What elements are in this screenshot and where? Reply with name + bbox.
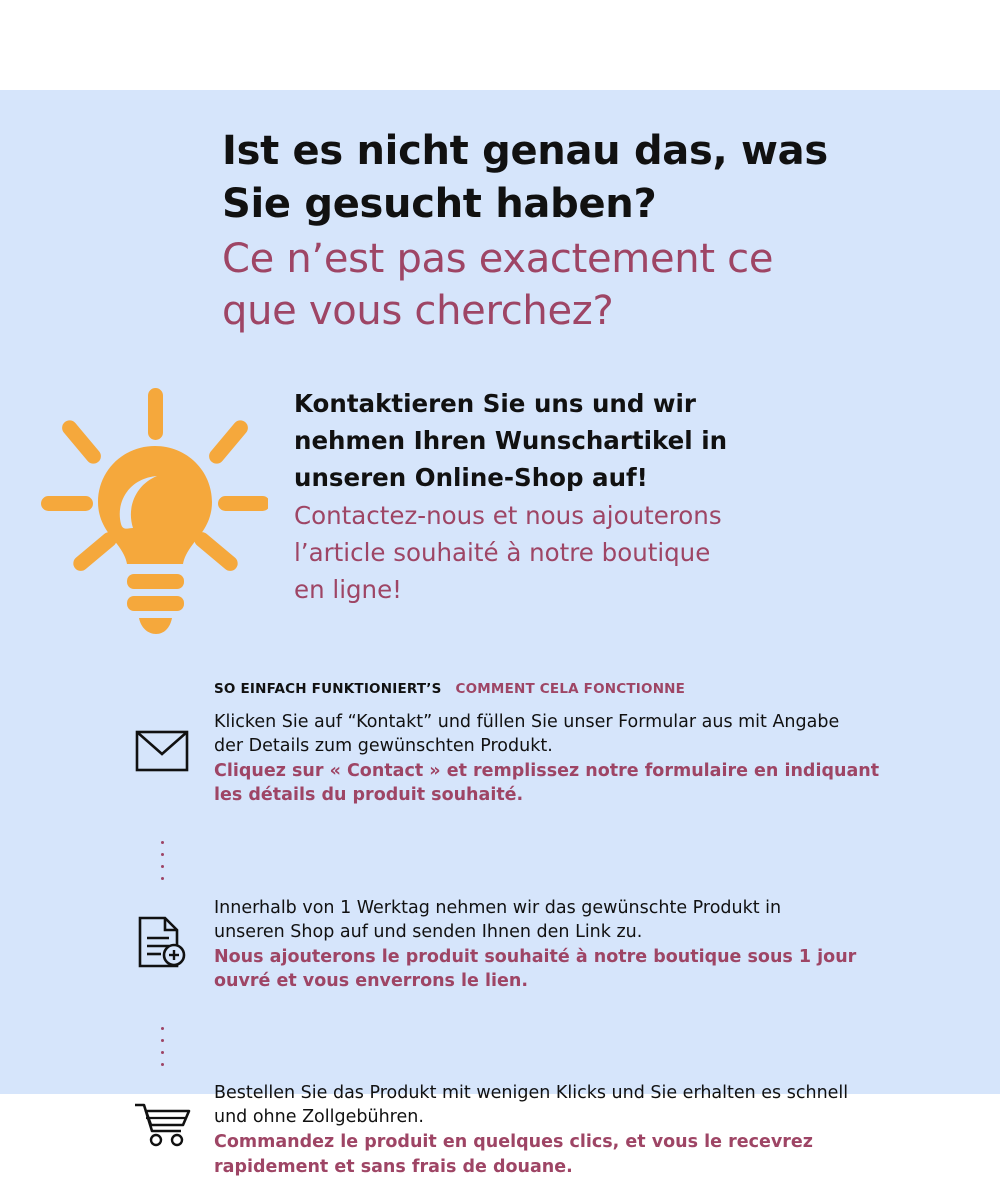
- section-label: [214, 681, 685, 697]
- step-fr-line2: ouvré et vous enverrons le lien.: [214, 970, 528, 991]
- intro-de: [294, 385, 934, 497]
- dot: [161, 1063, 164, 1066]
- step-text: [214, 1079, 940, 1179]
- step-de: [214, 710, 940, 758]
- headline-de-line2: Sie gesucht haben?: [222, 180, 657, 227]
- intro-block: [294, 385, 934, 608]
- step-item: [110, 894, 940, 994]
- headline-de-line1: Ist es nicht genau das, was: [222, 128, 828, 174]
- dot: [161, 1027, 164, 1030]
- spacer: [110, 808, 940, 828]
- step-text: [214, 894, 940, 994]
- intro-de-line1: Kontaktieren Sie uns und wir: [294, 389, 697, 418]
- steps-list: [110, 708, 940, 1179]
- document-add-icon: [110, 894, 214, 968]
- intro-de-line2: nehmen Ihren Wunschartikel in: [294, 426, 728, 456]
- section-label-fr: COMMENT CELA FONCTIONNE: [455, 681, 686, 697]
- intro-fr-line3: en ligne!: [294, 575, 402, 605]
- headline-fr-line1: Ce n’est pas exactement ce: [222, 235, 774, 282]
- intro-fr-line2: l’article souhaité à notre boutique: [294, 537, 711, 567]
- section-label-de: SO EINFACH FUNKTIONIERT’S: [214, 681, 442, 697]
- headline-fr-line2: que vous cherchez?: [222, 288, 614, 335]
- step-fr-line1: Commandez le produit en quelques clics, et vous le recevrez: [214, 1132, 813, 1153]
- lightbulb-icon: [38, 388, 268, 638]
- step-fr-line2: rapidement et sans frais de douane.: [214, 1156, 573, 1177]
- dot: [161, 865, 164, 868]
- step-de-line2: unseren Shop auf und senden Ihnen den Link zu.: [214, 921, 643, 942]
- dot: [161, 1039, 164, 1042]
- dotted-connector: [110, 1013, 214, 1079]
- step-text: [214, 708, 940, 808]
- step-fr: [214, 945, 940, 993]
- step-fr-line2: les détails du produit souhaité.: [214, 785, 524, 806]
- envelope-icon: [110, 708, 214, 772]
- headline-fr: [222, 233, 922, 339]
- step-de-line2: der Details zum gewünschten Produkt.: [214, 736, 553, 757]
- spacer: [110, 993, 940, 1013]
- shopping-cart-icon: [110, 1079, 214, 1147]
- dot: [161, 877, 164, 880]
- dot: [161, 841, 164, 844]
- step-de-line1: Innerhalb von 1 Werktag nehmen wir das gewünschte Produkt in: [214, 897, 782, 918]
- step-fr: [214, 1130, 940, 1178]
- step-de: [214, 896, 940, 944]
- step-fr-line1: Cliquez sur « Contact » et remplissez notre formulaire en indiquant: [214, 761, 880, 782]
- dot: [161, 853, 164, 856]
- step-de-line2: und ohne Zollgebühren.: [214, 1107, 424, 1128]
- step-de: [214, 1081, 940, 1129]
- intro-fr-line1: Contactez-nous et nous ajouterons: [294, 500, 722, 530]
- step-item: [110, 708, 940, 808]
- dot: [161, 1051, 164, 1054]
- step-de-line1: Bestellen Sie das Produkt mit wenigen Klicks und Sie erhalten es schnell: [214, 1083, 849, 1104]
- step-fr-line1: Nous ajouterons le produit souhaité à notre boutique sous 1 jour: [214, 946, 857, 967]
- step-item: [110, 1079, 940, 1179]
- dotted-connector: [110, 828, 214, 894]
- intro-fr: [294, 497, 934, 609]
- headline-block: [222, 125, 922, 338]
- step-fr: [214, 759, 940, 807]
- intro-de-line3: unseren Online-Shop auf!: [294, 463, 648, 493]
- step-de-line1: Klicken Sie auf “Kontakt” und füllen Sie unser Formular aus mit Angabe: [214, 712, 840, 732]
- headline-de: [222, 125, 922, 231]
